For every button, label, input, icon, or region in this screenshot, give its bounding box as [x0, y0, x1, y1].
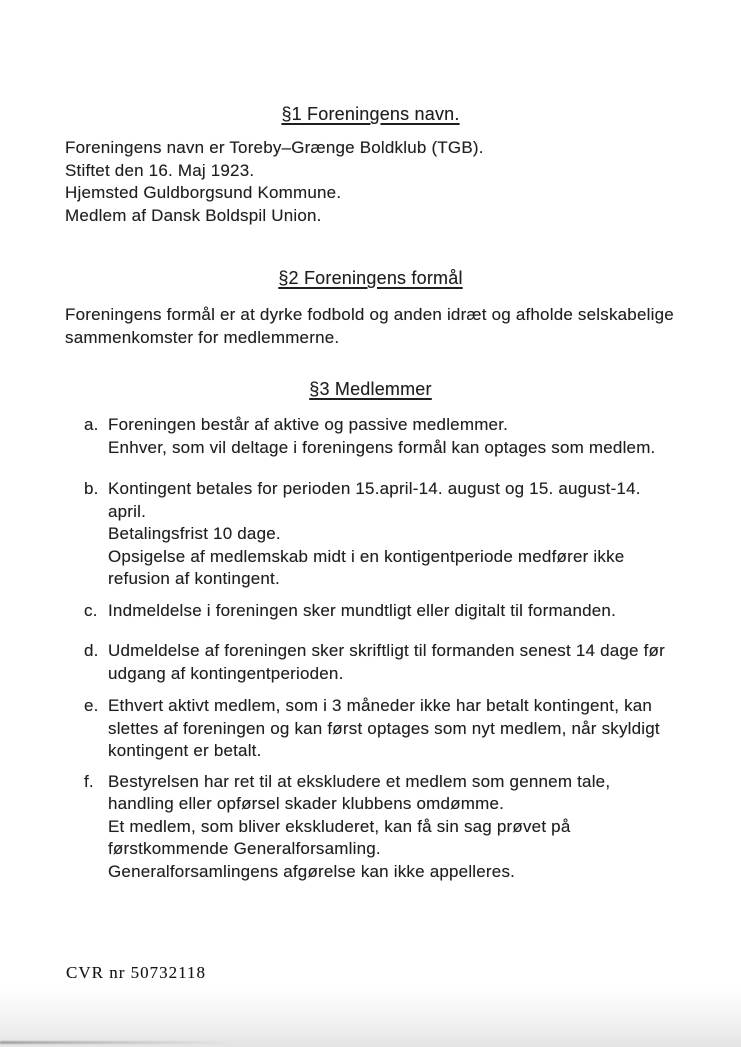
item-line: Bestyrelsen har ret til at ekskludere et medlem som gennem tale, [108, 771, 611, 791]
scan-shadow-gradient [0, 989, 741, 1047]
section-2-paragraph [65, 304, 701, 349]
section-1-heading: §1 Foreningens navn. [281, 104, 460, 124]
item-line: slettes af foreningen og kan først optages som nyt medlem, når skyldigt [108, 718, 660, 738]
list-item-text [108, 695, 688, 763]
item-line: Indmeldelse i foreningen sker mundtligt eller digitalt til formanden. [108, 600, 617, 620]
item-line: kontingent er betalt. [108, 741, 262, 760]
item-line: Generalforsamlingens afgørelse kan ikke appelleres. [108, 861, 516, 881]
paragraph-line: Foreningens navn er Toreby–Grænge Boldklub (TGB). [65, 138, 484, 157]
section-1-paragraph [65, 137, 701, 227]
list-item-f [84, 771, 741, 884]
item-line: april. [108, 501, 147, 521]
list-marker-c: c. [84, 600, 98, 620]
item-line: Et medlem, som bliver ekskluderet, kan få sin sag prøvet på [108, 816, 571, 836]
item-line: Betalingsfrist 10 dage. [108, 524, 281, 543]
item-line: Enhver, som vil deltage i foreningens formål kan optages som medlem. [108, 437, 656, 457]
item-line: Ethvert aktivt medlem, som i 3 måneder ikke har betalt kontingent, kan [108, 696, 653, 715]
paragraph-line: sammenkomster for medlemmerne. [65, 327, 340, 347]
paragraph-line: Foreningens formål er at dyrke fodbold og anden idræt og afholde selskabelige [65, 305, 674, 324]
item-line: udgang af kontingentperioden. [108, 663, 344, 683]
paragraph-line: Hjemsted Guldborgsund Kommune. [65, 183, 342, 202]
paragraph-line: Medlem af Dansk Boldspil Union. [65, 205, 322, 225]
list-item-a [84, 414, 741, 459]
list-item-text [108, 771, 688, 884]
item-line: Opsigelse af medlemskab midt i en kontigentperiode medfører ikke [108, 546, 625, 566]
section-2-heading: §2 Foreningens formål [278, 268, 463, 288]
paragraph-line: Stiftet den 16. Maj 1923. [65, 160, 255, 180]
list-item-text [108, 600, 688, 623]
list-marker-b: b. [84, 479, 99, 498]
list-item-text [108, 640, 688, 685]
item-line: handling eller opførsel skader klubbens omdømme. [108, 794, 505, 813]
item-line: refusion af kontingent. [108, 569, 280, 588]
item-line: Udmeldelse af foreningen sker skriftligt til formanden senest 14 dage før [108, 641, 665, 660]
section-3-heading: §3 Medlemmer [309, 379, 432, 399]
list-item-e [84, 695, 741, 763]
list-item-b [84, 478, 741, 591]
list-item-c [84, 600, 741, 623]
list-marker-f: f. [84, 771, 94, 791]
item-line: Kontingent betales for perioden 15.april-14. august og 15. august-14. [108, 479, 641, 498]
list-marker-e: e. [84, 696, 99, 715]
list-marker-d: d. [84, 641, 99, 660]
list-item-text [108, 414, 688, 459]
members-list [84, 414, 741, 883]
list-item-text [108, 478, 688, 591]
cvr-number: CVR nr 50732118 [66, 963, 206, 982]
item-line: førstkommende Generalforsamling. [108, 839, 381, 858]
list-item-d [84, 640, 741, 685]
item-line: Foreningen består af aktive og passive medlemmer. [108, 415, 509, 434]
scan-smudge-line [0, 1041, 235, 1044]
list-marker-a: a. [84, 415, 99, 434]
